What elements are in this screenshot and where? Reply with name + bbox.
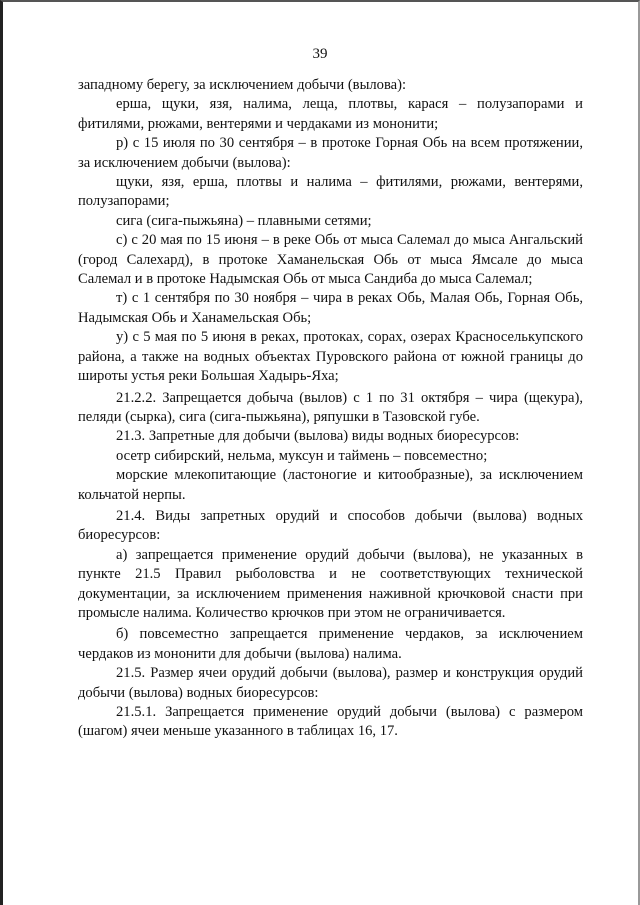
paragraph: р) с 15 июля по 30 сентября – в протоке Горная Обь на всем протяжении, за исключением добычи (вылова): <box>78 135 583 171</box>
paragraph: морские млекопитающие (ластоногие и китообразные), за исключением кольчатой нерпы. <box>78 467 583 503</box>
paragraph: 21.4. Виды запретных орудий и способов добычи (вылова) водных биоресурсов: <box>78 507 583 544</box>
paragraph: 21.5. Размер ячеи орудий добычи (вылова), размер и конструкция орудий добычи (вылова) водных биоресурсов: <box>78 665 583 701</box>
document-body <box>78 76 583 742</box>
paragraph: а) запрещается применение орудий добычи (вылова), не указанных в пункте 21.5 Правил рыболовства и не соответствующих технической документации, за исключением применения наживной крючковой снасти при промысле налима. Количество крючков при этом не ограничивается. <box>78 546 583 621</box>
paragraph: б) повсеместно запрещается применение чердаков, за исключением чердаков из мононити для добычи (вылова) налима. <box>78 626 583 662</box>
paragraph: 21.2.2. Запрещается добыча (вылов) с 1 по 31 октября – чира (щекура), пеляди (сырка), сига (сига-пыжьяна), ряпушки в Тазовской губе. <box>78 389 583 425</box>
paragraph: у) с 5 мая по 5 июня в реках, протоках, сорах, озерах Красноселькупского района, а также на водных объектах Пуровского района от южной границы до широты устья реки Большая Хадырь-Яха; <box>78 329 583 385</box>
paragraph: осетр сибирский, нельма, муксун и таймень – повсеместно; <box>116 447 488 464</box>
paragraph: западному берегу, за исключением добычи (вылова): <box>78 77 407 93</box>
paragraph: ерша, щуки, язя, налима, леща, плотвы, карася – полузапорами и фитилями, рюжами, вентерями и чердаками из мононити; <box>78 96 583 132</box>
paragraph: т) с 1 сентября по 30 ноября – чира в реках Обь, Малая Обь, Горная Обь, Надымская Обь и Ханамельская Обь; <box>78 290 583 326</box>
paragraph: 21.3. Запретные для добычи (вылова) виды водных биоресурсов: <box>116 428 520 445</box>
paragraph: щуки, язя, ерша, плотвы и налима – фитилями, рюжами, вентерями, полузапорами; <box>78 174 583 210</box>
page-number: 39 <box>312 46 328 62</box>
paragraph: сига (сига-пыжьяна) – плавными сетями; <box>116 212 372 229</box>
paragraph: 21.5.1. Запрещается применение орудий добычи (вылова) с размером (шагом) ячеи меньше указанного в таблицах 16, 17. <box>78 704 583 740</box>
paragraph: с) с 20 мая по 15 июня – в реке Обь от мыса Салемал до мыса Ангальский (город Салехард), в протоке Хаманельская Обь от мыса Ямсале до мыса Салемал и в протоке Надымская Обь от мыса Сандиба до мыса Салемал; <box>78 232 583 288</box>
